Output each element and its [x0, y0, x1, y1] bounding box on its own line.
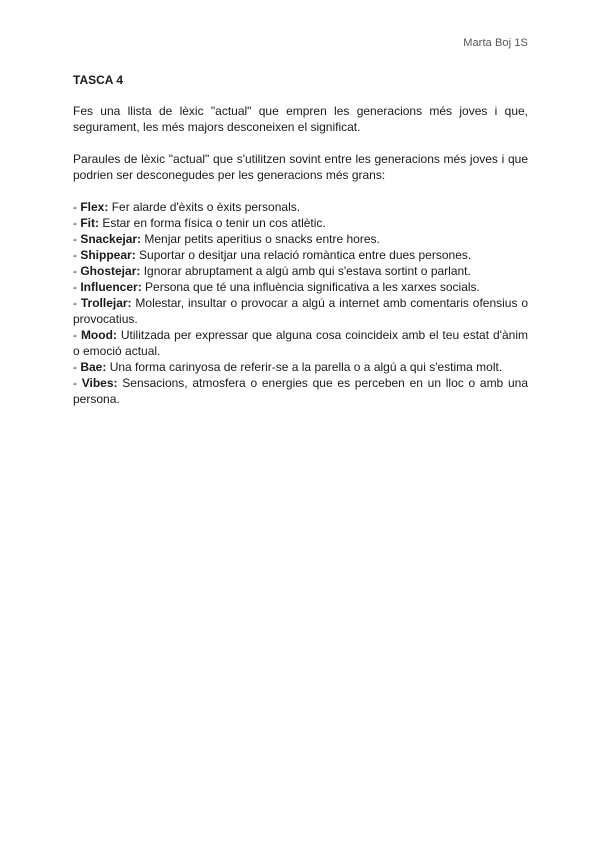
item-term: Flex: [80, 200, 109, 214]
item-term: Shippear: [80, 248, 136, 262]
list-item [73, 199, 528, 215]
document-body [73, 72, 528, 407]
list-item [73, 215, 528, 231]
document-title: TASCA 4 [73, 73, 124, 87]
item-definition: Sensacions, atmosfera o energies que es perceben en un lloc o amb una persona. [73, 376, 528, 406]
item-term: Snackejar: [80, 232, 142, 246]
item-definition: Persona que té una influència significativa a les xarxes socials. [141, 280, 480, 294]
item-term: Trollejar: [80, 296, 132, 310]
item-prefix: - [73, 328, 81, 342]
vocabulary-list [73, 199, 528, 407]
item-prefix: - [73, 200, 81, 214]
item-term: Influencer: [80, 280, 142, 294]
list-item [73, 375, 528, 407]
item-term: Ghostejar: [80, 264, 141, 278]
list-item [73, 263, 528, 279]
list-item [73, 327, 528, 359]
intro-paragraph: Fes una llista de lèxic "actual" que empren les generacions més joves i que, segurament, les més majors desconeixen el significat. [73, 104, 528, 134]
item-prefix: - [73, 360, 81, 374]
item-prefix: - [73, 232, 81, 246]
item-definition: Fer alarde d'èxits o èxits personals. [108, 200, 301, 214]
list-item [73, 231, 528, 247]
item-definition: Estar en forma física o tenir un cos atlètic. [99, 216, 326, 230]
item-prefix: - [73, 376, 82, 390]
list-item [73, 359, 528, 375]
item-definition: Suportar o desitjar una relació romàntica entre dues persones. [135, 248, 472, 262]
page-header-author: Marta Boj 1S [463, 37, 528, 49]
item-term: Mood: [80, 328, 117, 342]
list-item [73, 295, 528, 327]
list-item [73, 279, 528, 295]
item-prefix: - [73, 296, 81, 310]
item-prefix: - [73, 264, 81, 278]
item-definition: Molestar, insultar o provocar a algú a internet amb comentaris ofensius o provocatius. [73, 296, 528, 326]
item-prefix: - [73, 216, 81, 230]
subtitle-paragraph: Paraules de lèxic "actual" que s'utilitzen sovint entre les generacions més joves i que podrien ser desconegudes per les generacions més grans: [73, 152, 528, 182]
list-item [73, 247, 528, 263]
item-definition: Ignorar abruptament a algú amb qui s'estava sortint o parlant. [140, 264, 471, 278]
item-definition: Utilitzada per expressar que alguna cosa coincideix amb el teu estat d'ànim o emoció actual. [73, 328, 528, 358]
item-term: Vibes: [81, 376, 118, 390]
item-definition: Menjar petits aperitius o snacks entre hores. [141, 232, 380, 246]
item-definition: Una forma carinyosa de referir-se a la parella o a algú a qui s'estima molt. [106, 360, 503, 374]
item-term: Bae: [80, 360, 107, 374]
item-prefix: - [73, 248, 81, 262]
item-term: Fit: [80, 216, 99, 230]
item-prefix: - [73, 280, 81, 294]
